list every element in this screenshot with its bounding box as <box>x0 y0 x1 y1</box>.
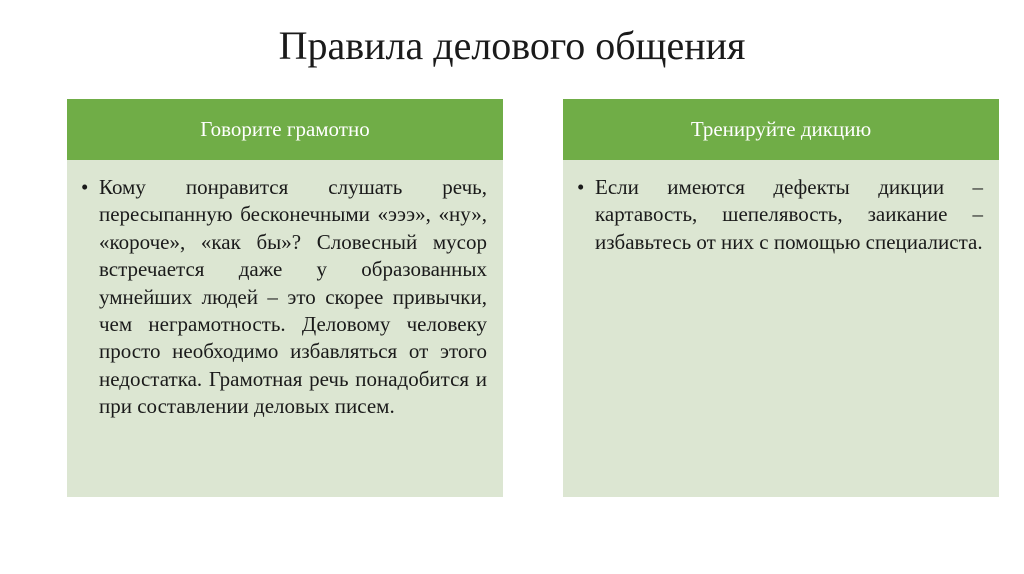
bullet-item <box>577 174 983 256</box>
bullet-text: Кому понравится слушать речь, пересыпанную бесконечными «эээ», «ну», «короче», «как бы»? Словесный мусор встречается даже у образованных умнейших людей – это скорее привычки, чем неграмотность. Деловому человеку просто необходимо избавляться от этого недостатка. Грамотная речь понадобится и при составлении деловых писем. <box>99 175 487 419</box>
bullet-marker: • <box>81 175 89 199</box>
card-train-diction <box>563 99 999 497</box>
bullet-marker: • <box>577 175 585 199</box>
bullet-text: Если имеются дефекты дикции – картавость, шепелявость, заикание – избавьтесь от них с помощью специалиста. <box>595 175 983 254</box>
card-body <box>563 160 999 256</box>
card-header: Тренируйте дикцию <box>563 99 999 160</box>
card-header: Говорите грамотно <box>67 99 503 160</box>
card-body <box>67 160 503 421</box>
bullet-item <box>81 174 487 421</box>
card-speak-literately <box>67 99 503 497</box>
slide-title: Правила делового общения <box>278 23 746 68</box>
